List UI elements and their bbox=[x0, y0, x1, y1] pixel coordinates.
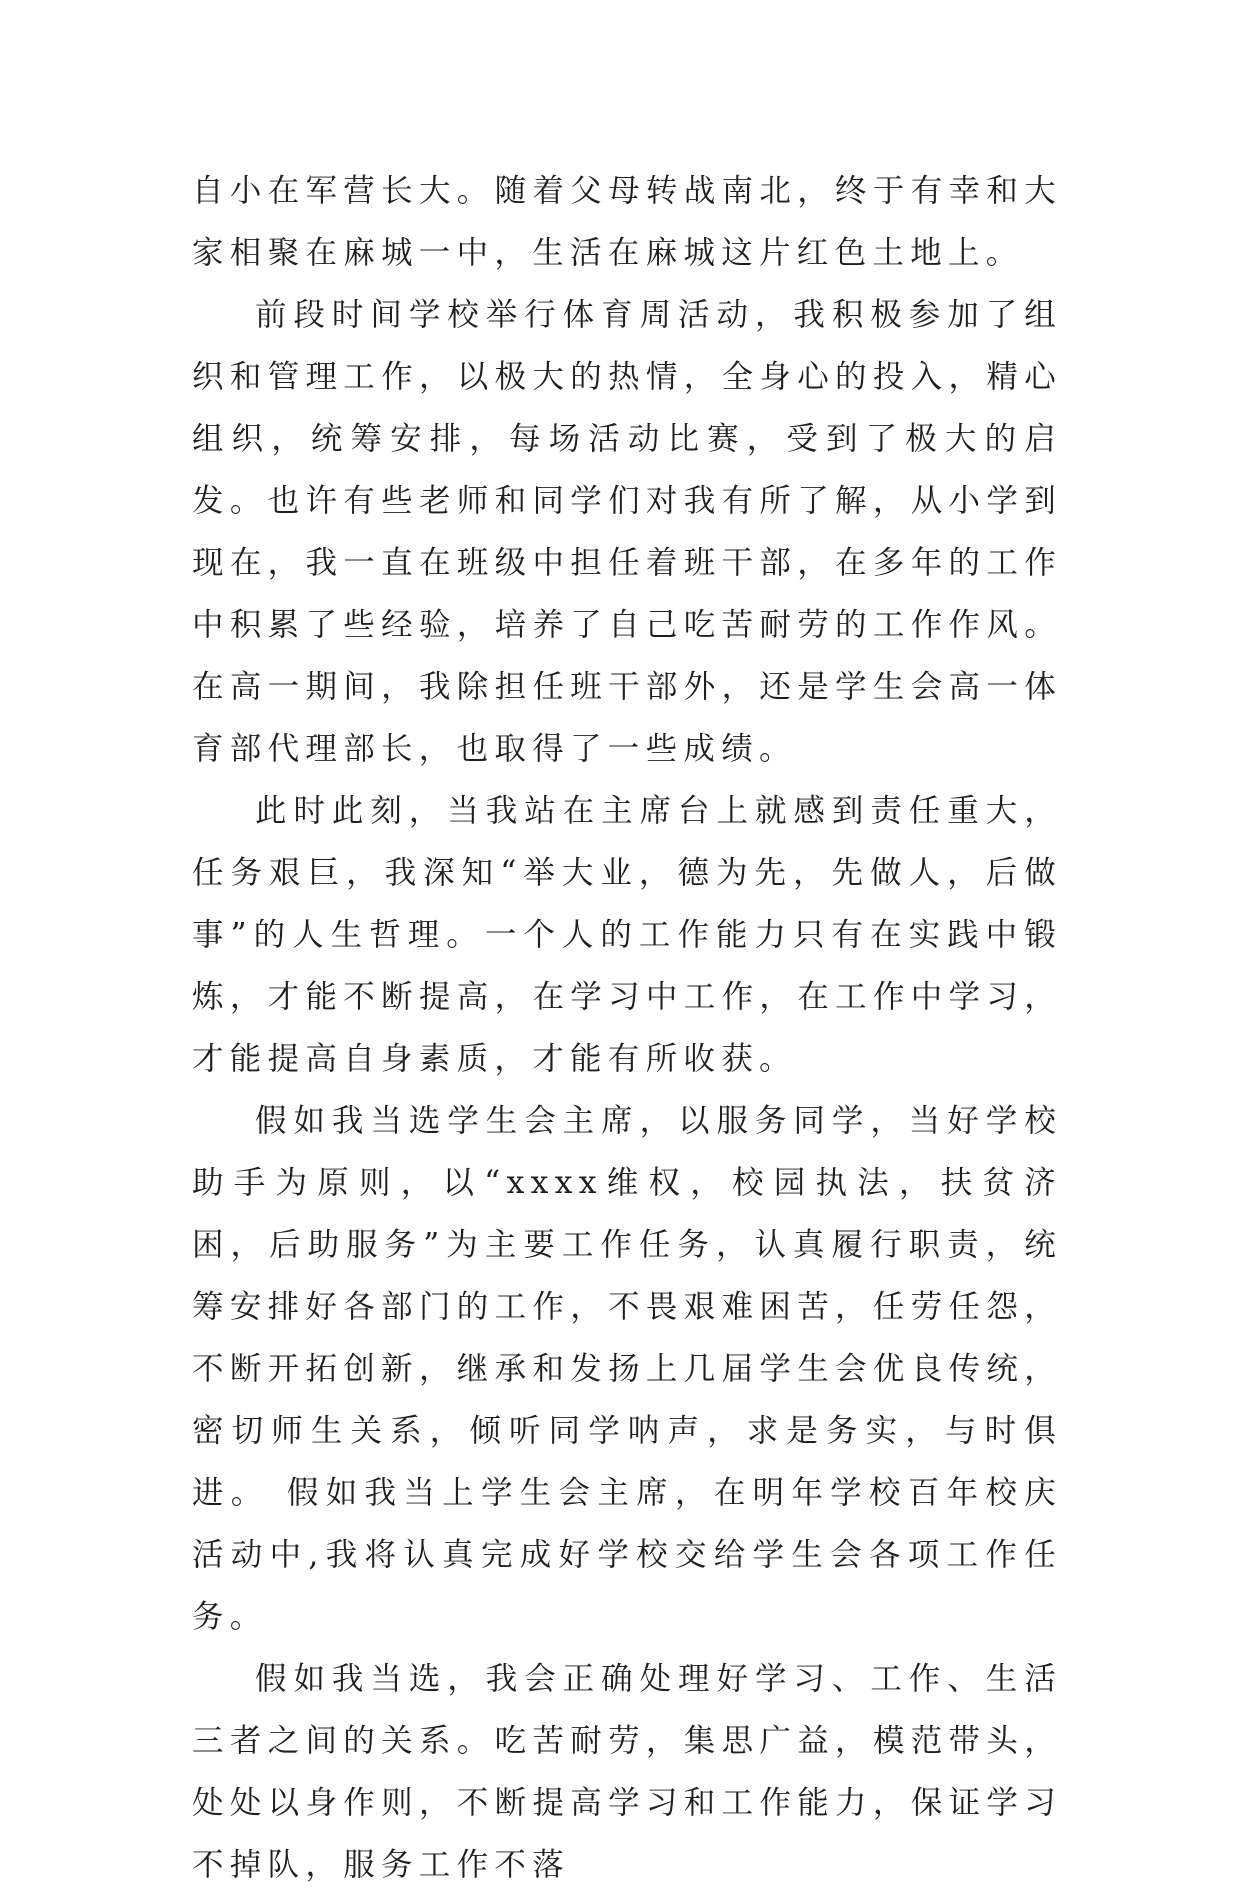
paragraph-1: 自小在军营长大。随着父母转战南北，终于有幸和大家相聚在麻城一中，生活在麻城这片红色土地上。 bbox=[192, 173, 1062, 271]
paragraph-5: 假如我当选，我会正确处理好学习、工作、生活三者之间的关系。吃苦耐劳，集思广益，模范带头，处处以身作则，不断提高学习和工作能力，保证学习不掉队，服务工作不落 bbox=[192, 1661, 1062, 1883]
document-body bbox=[192, 160, 1062, 1896]
paragraph-3: 此时此刻，当我站在主席台上就感到责任重大，任务艰巨，我深知“举大业，德为先，先做人，后做事”的人生哲理。一个人的工作能力只有在实践中锻炼，才能不断提高，在学习中工作，在工作中学习，才能提高自身素质，才能有所收获。 bbox=[192, 793, 1062, 1077]
paragraph-2: 前段时间学校举行体育周活动，我积极参加了组织和管理工作，以极大的热情，全身心的投入，精心组织，统筹安排，每场活动比赛，受到了极大的启发。也许有些老师和同学们对我有所了解，从小学到现在，我一直在班级中担任着班干部，在多年的工作中积累了些经验，培养了自己吃苦耐劳的工作作风。在高一期间，我除担任班干部外，还是学生会高一体育部代理部长，也取得了一些成绩。 bbox=[192, 297, 1062, 767]
paragraph-4: 假如我当选学生会主席，以服务同学，当好学校助手为原则，以“xxxx维权，校园执法，扶贫济困，后助服务”为主要工作任务，认真履行职责，统筹安排好各部门的工作，不畏艰难困苦，任劳任怨，不断开拓创新，继承和发扬上几届学生会优良传统，密切师生关系，倾听同学呐声，求是务实，与时俱进。 假如我当上学生会主席，在明年学校百年校庆活动中,我将认真完成好学校交给学生会各项工作任务。 bbox=[192, 1103, 1062, 1635]
